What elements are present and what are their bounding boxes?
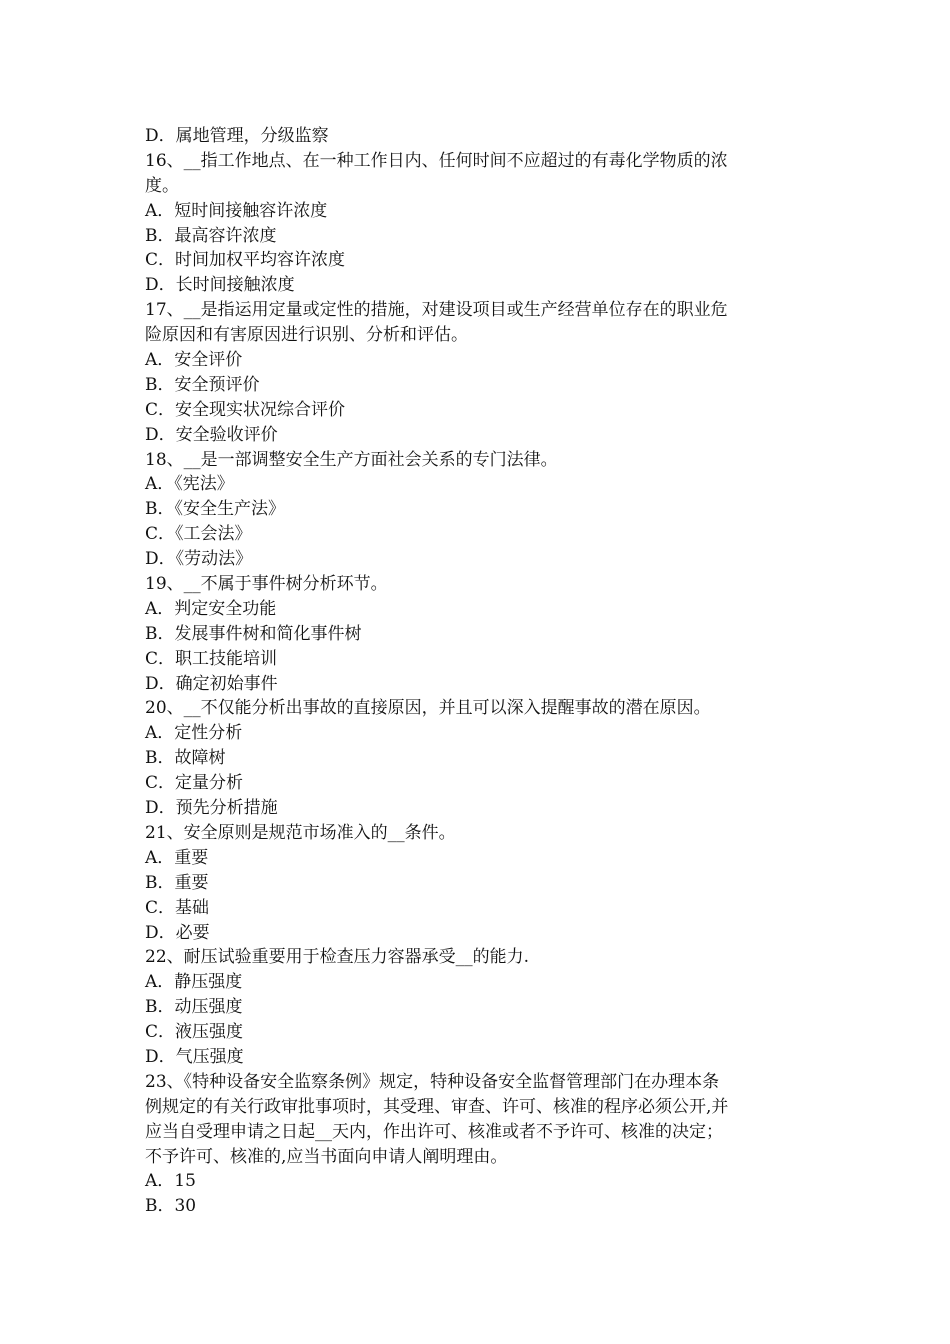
text-line: B．发展事件树和简化事件树 — [145, 623, 362, 644]
text-line: B．重要 — [145, 872, 209, 893]
text-line: A．《宪法》 — [145, 474, 234, 495]
text-line: 应当自受理申请之日起__天内，作出许可、核准或者不予许可、核准的决定； — [145, 1121, 723, 1142]
text-line: C．基础 — [145, 897, 210, 918]
text-line: C．职工技能培训 — [145, 648, 278, 669]
text-line: D．长时间接触浓度 — [145, 275, 295, 296]
text-line: 21、安全原则是规范市场准入的__条件。 — [145, 822, 456, 843]
text-line: B．《安全生产法》 — [145, 499, 285, 520]
text-line: 22、耐压试验重要用于检查压力容器承受__的能力. — [145, 947, 530, 968]
text-line: D．气压强度 — [145, 1046, 244, 1067]
text-line: 不予许可、核准的,应当书面向申请人阐明理由。 — [145, 1146, 508, 1167]
text-line: C．安全现实状况综合评价 — [145, 399, 346, 420]
text-line: A．15 — [145, 1171, 196, 1192]
text-line: 度。 — [145, 175, 179, 196]
text-line: 18、__是一部调整安全生产方面社会关系的专门法律。 — [145, 449, 558, 470]
text-line: B．动压强度 — [145, 997, 243, 1018]
text-line: C．《工会法》 — [145, 524, 252, 545]
text-line: A．静压强度 — [145, 972, 243, 993]
document-page — [145, 124, 810, 1219]
text-line: B．最高容许浓度 — [145, 225, 277, 246]
text-line: 19、__不属于事件树分析环节。 — [145, 574, 388, 595]
text-line: 例规定的有关行政审批事项时，其受理、审查、许可、核准的程序必须公开,并 — [145, 1096, 729, 1117]
text-line: 16、__指工作地点、在一种工作日内、任何时间不应超过的有毒化学物质的浓 — [145, 150, 728, 171]
text-line: D．《劳动法》 — [145, 549, 253, 570]
text-line: A．短时间接触容许浓度 — [145, 200, 328, 221]
text-line: B．安全预评价 — [145, 374, 260, 395]
text-line: 险原因和有害原因进行识别、分析和评估。 — [145, 325, 468, 346]
text-line: D．预先分析措施 — [145, 798, 278, 819]
text-line: 17、__是指运用定量或定性的措施，对建设项目或生产经营单位存在的职业危 — [145, 300, 728, 321]
text-line: A．重要 — [145, 847, 209, 868]
text-line: A．安全评价 — [145, 350, 243, 371]
text-line: D．必要 — [145, 922, 210, 943]
text-line: C．定量分析 — [145, 773, 244, 794]
text-line: B．故障树 — [145, 748, 226, 769]
text-line: C．液压强度 — [145, 1022, 244, 1043]
text-line: A．定性分析 — [145, 723, 243, 744]
text-line: B．30 — [145, 1196, 197, 1217]
text-line: D．安全验收评价 — [145, 424, 278, 445]
text-line: 23、《特种设备安全监察条例》规定，特种设备安全监督管理部门在办理本条 — [145, 1071, 720, 1092]
text-line: C．时间加权平均容许浓度 — [145, 250, 346, 271]
text-line: A．判定安全功能 — [145, 598, 277, 619]
text-line: 20、__不仅能分析出事故的直接原因，并且可以深入提醒事故的潜在原因。 — [145, 698, 711, 719]
text-line: D．属地管理，分级监察 — [145, 126, 329, 146]
text-line: D．确定初始事件 — [145, 673, 278, 694]
